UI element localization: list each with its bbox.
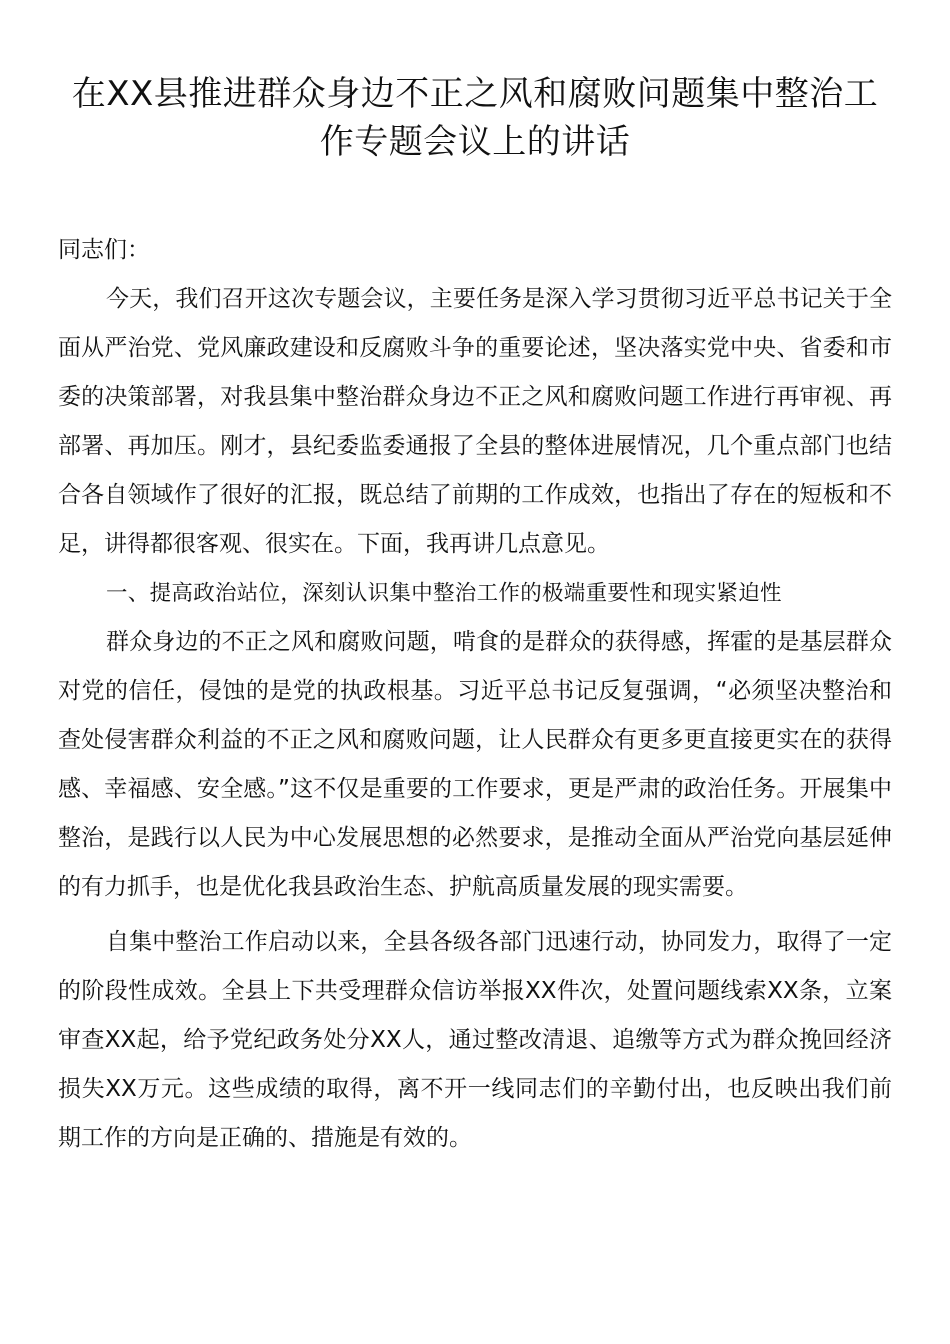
paragraph-importance: 群众身边的不正之风和腐败问题，啃食的是群众的获得感，挥霍的是基层群众对党的信任，侵蚀的是党的执政根基。习近平总书记反复强调，“必须坚决整治和查处侵害群众利益的不正之风和腐败问题，让人民群众有更多更直接更实在的获得感、幸福感、安全感。”这不仅是重要的工作要求，更是严肃的政治任务。开展集中整治，是践行以人民为中心发展思想的必然要求，是推动全面从严治党向基层延伸的有力抓手，也是优化我县政治生态、护航高质量发展的现实需要。 <box>58 629 892 900</box>
paragraph-intro: 今天，我们召开这次专题会议，主要任务是深入学习贯彻习近平总书记关于全面从严治党、党风廉政建设和反腐败斗争的重要论述，坚决落实党中央、省委和市委的决策部署，对我县集中整治群众身边不正之风和腐败问题工作进行再审视、再部署、再加压。刚才，县纪委监委通报了全县的整体进展情况，几个重点部门也结合各自领域作了很好的汇报，既总结了前期的工作成效，也指出了存在的短板和不足，讲得都很客观、很实在。下面，我再讲几点意见。 <box>58 286 892 557</box>
section-heading-1: 一、提高政治站位，深刻认识集中整治工作的极端重要性和现实紧迫性 <box>106 581 782 606</box>
document-title: 在XX县推进群众身边不正之风和腐败问题集中整治工作专题会议上的讲话 <box>71 74 879 162</box>
paragraph-achievements: 自集中整治工作启动以来，全县各级各部门迅速行动，协同发力，取得了一定的阶段性成效。全县上下共受理群众信访举报XX件次，处置问题线索XX条，立案审查XX起，给予党纪政务处分XX人，通过整改清退、追缴等方式为群众挽回经济损失XX万元。这些成绩的取得，离不开一线同志们的辛勤付出，也反映出我们前期工作的方向是正确的、措施是有效的。 <box>58 929 892 1151</box>
salutation: 同志们： <box>58 237 150 263</box>
document-page <box>58 70 892 1163</box>
